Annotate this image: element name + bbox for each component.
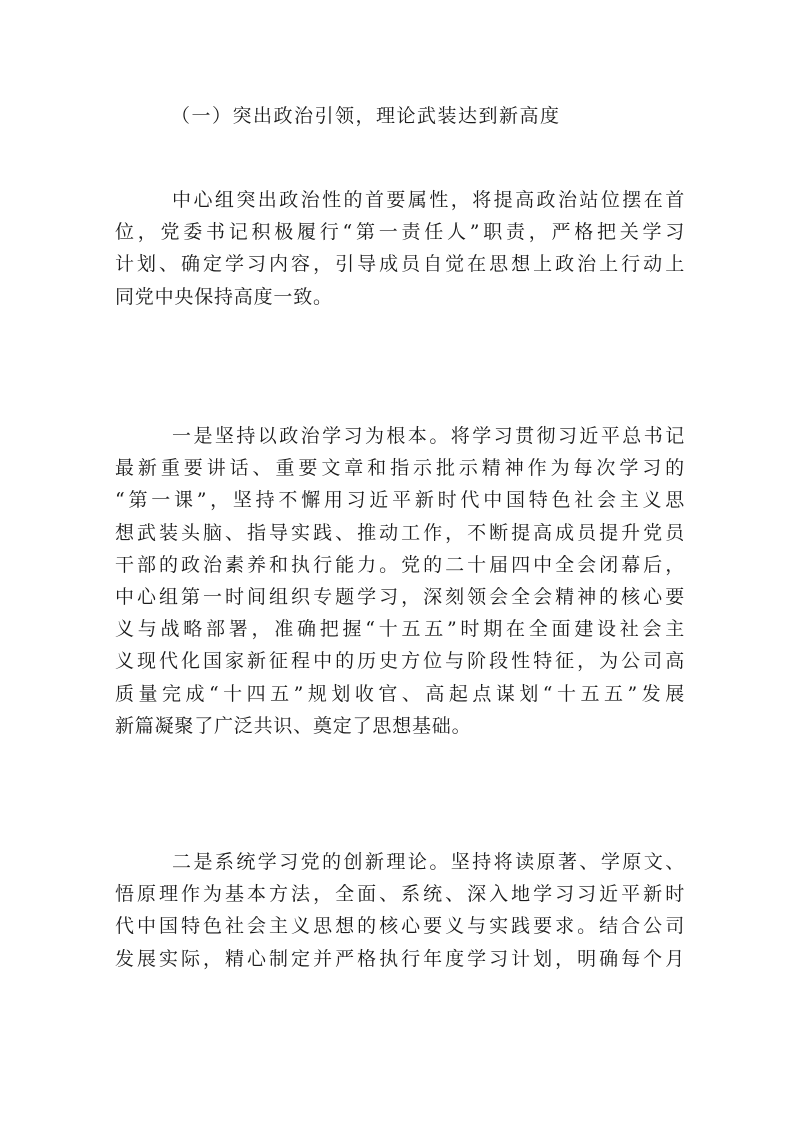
paragraph-line: 中心组第一时间组织专题学习，深刻领会全会精神的核心要 xyxy=(115,585,685,608)
paragraph-innovative-theory xyxy=(115,846,685,975)
paragraph-intro xyxy=(115,184,685,313)
paragraph-line: 义现代化国家新征程中的历史方位与阶段性特征，为公司高 xyxy=(115,650,685,673)
paragraph-line: 新篇凝聚了广泛共识、奠定了思想基础。 xyxy=(115,714,472,737)
paragraph-line: “第一课”，坚持不懈用习近平新时代中国特色社会主义思 xyxy=(115,489,685,512)
paragraph-line: 发展实际，精心制定并严格执行年度学习计划，明确每个月 xyxy=(115,947,685,970)
paragraph-line: 悟原理作为基本方法，全面、系统、深入地学习习近平新时 xyxy=(115,883,685,906)
paragraph-line: 想武装头脑、指导实践、推动工作，不断提高成员提升党员 xyxy=(115,521,685,544)
paragraph-line: 代中国特色社会主义思想的核心要义与实践要求。结合公司 xyxy=(115,915,685,938)
paragraph-line: 质量完成“十四五”规划收官、高起点谋划“十五五”发展 xyxy=(115,682,685,705)
paragraph-line: 位，党委书记积极履行“第一责任人”职责，严格把关学习 xyxy=(115,221,685,244)
paragraph-line: 二是系统学习党的创新理论。坚持将读原著、学原文、 xyxy=(172,851,685,873)
section-heading: （一）突出政治引领，理论武装达到新高度 xyxy=(171,105,561,127)
paragraph-line: 干部的政治素养和执行能力。党的二十届四中全会闭幕后， xyxy=(115,553,685,576)
paragraph-line: 同党中央保持高度一致。 xyxy=(115,285,333,308)
paragraph-line: 计划、确定学习内容，引导成员自觉在思想上政治上行动上 xyxy=(115,253,685,276)
paragraph-political-study xyxy=(115,420,685,742)
paragraph-line: 义与战略部署，准确把握“十五五”时期在全面建设社会主 xyxy=(115,618,685,641)
paragraph-line: 最新重要讲话、重要文章和指示批示精神作为每次学习的 xyxy=(115,457,685,480)
paragraph-line: 一是坚持以政治学习为根本。将学习贯彻习近平总书记 xyxy=(172,425,685,447)
paragraph-line: 中心组突出政治性的首要属性，将提高政治站位摆在首 xyxy=(172,189,685,211)
